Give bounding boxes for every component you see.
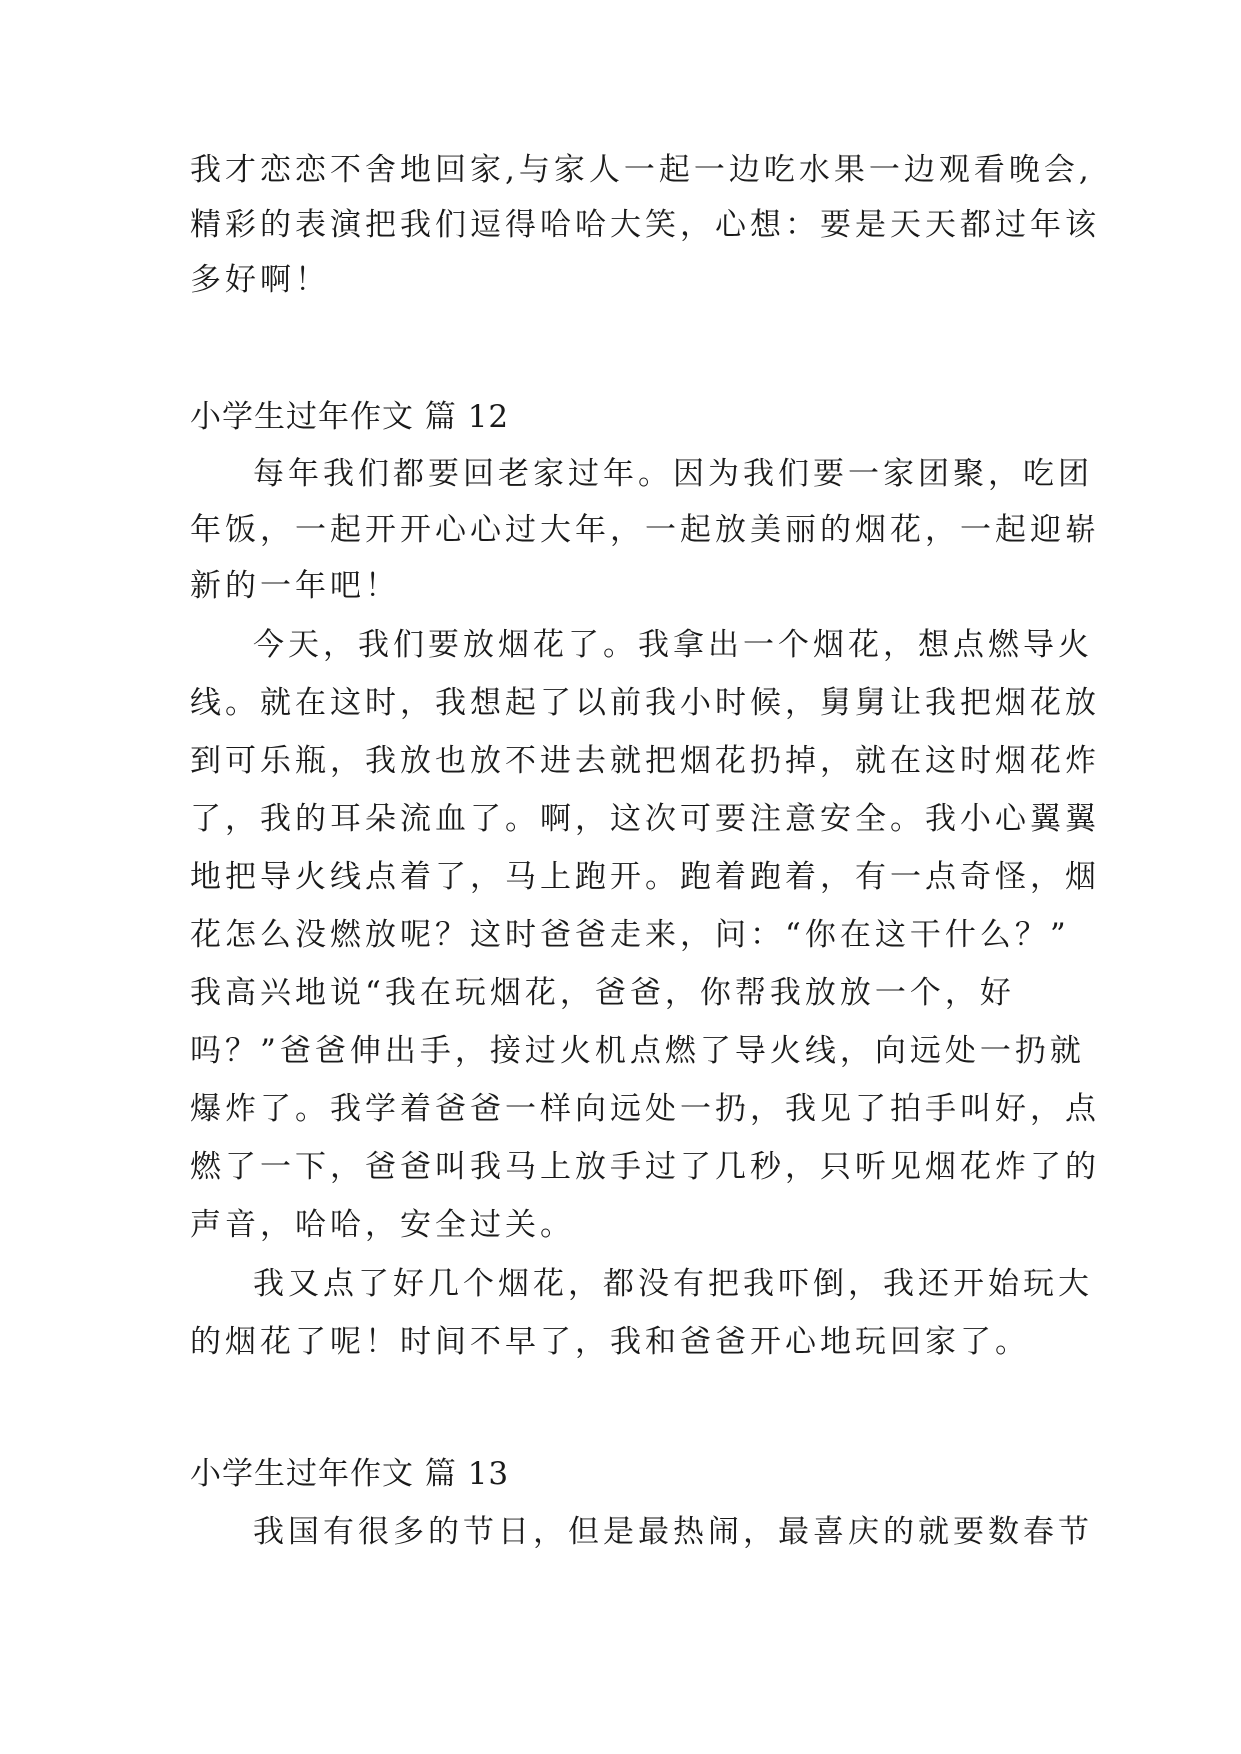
intro-line-1: 我才恋恋不舍地回家,与家人一起一边吃水果一边观看晚会, [190, 152, 1093, 188]
s12-p1-line-2: 年饭，一起开开心心过大年，一起放美丽的烟花，一起迎崭 [190, 512, 1100, 548]
s12-p3-line-2: 的烟花了呢！时间不早了，我和爸爸开心地玩回家了。 [190, 1324, 1030, 1360]
s12-p2-line-2: 线。就在这时，我想起了以前我小时候，舅舅让我把烟花放 [190, 685, 1100, 721]
s12-p2-line-8: 吗？”爸爸伸出手，接过火机点燃了导火线，向远处一扔就 [190, 1033, 1085, 1069]
s13-p1-line-1: 我国有很多的节日，但是最热闹，最喜庆的就要数春节 [253, 1514, 1093, 1550]
s12-p2-line-3: 到可乐瓶，我放也放不进去就把烟花扔掉，就在这时烟花炸 [190, 743, 1100, 779]
s12-p1-line-3: 新的一年吧！ [190, 568, 400, 604]
s12-p2-line-1: 今天，我们要放烟花了。我拿出一个烟花，想点燃导火 [253, 627, 1093, 663]
s12-p2-line-7: 我高兴地说“我在玩烟花，爸爸，你帮我放放一个，好 [190, 975, 1015, 1011]
intro-line-2: 精彩的表演把我们逗得哈哈大笑，心想：要是天天都过年该 [190, 207, 1100, 243]
s12-p2-line-4: 了，我的耳朵流血了。啊，这次可要注意安全。我小心翼翼 [190, 801, 1100, 837]
s12-p2-line-11: 声音，哈哈，安全过关。 [190, 1207, 575, 1243]
section-12-heading: 小学生过年作文 篇 12 [190, 399, 510, 435]
s12-p3-line-1: 我又点了好几个烟花，都没有把我吓倒，我还开始玩大 [253, 1266, 1093, 1302]
intro-line-3: 多好啊！ [190, 262, 330, 298]
s12-p2-line-9: 爆炸了。我学着爸爸一样向远处一扔，我见了拍手叫好，点 [190, 1091, 1100, 1127]
section-13-heading: 小学生过年作文 篇 13 [190, 1456, 510, 1492]
s12-p1-line-1: 每年我们都要回老家过年。因为我们要一家团聚，吃团 [253, 456, 1093, 492]
s12-p2-line-10: 燃了一下，爸爸叫我马上放手过了几秒，只听见烟花炸了的 [190, 1149, 1100, 1185]
s12-p2-line-6: 花怎么没燃放呢？这时爸爸走来，问：“你在这干什么？” [190, 917, 1070, 953]
s12-p2-line-5: 地把导火线点着了，马上跑开。跑着跑着，有一点奇怪，烟 [190, 859, 1100, 895]
